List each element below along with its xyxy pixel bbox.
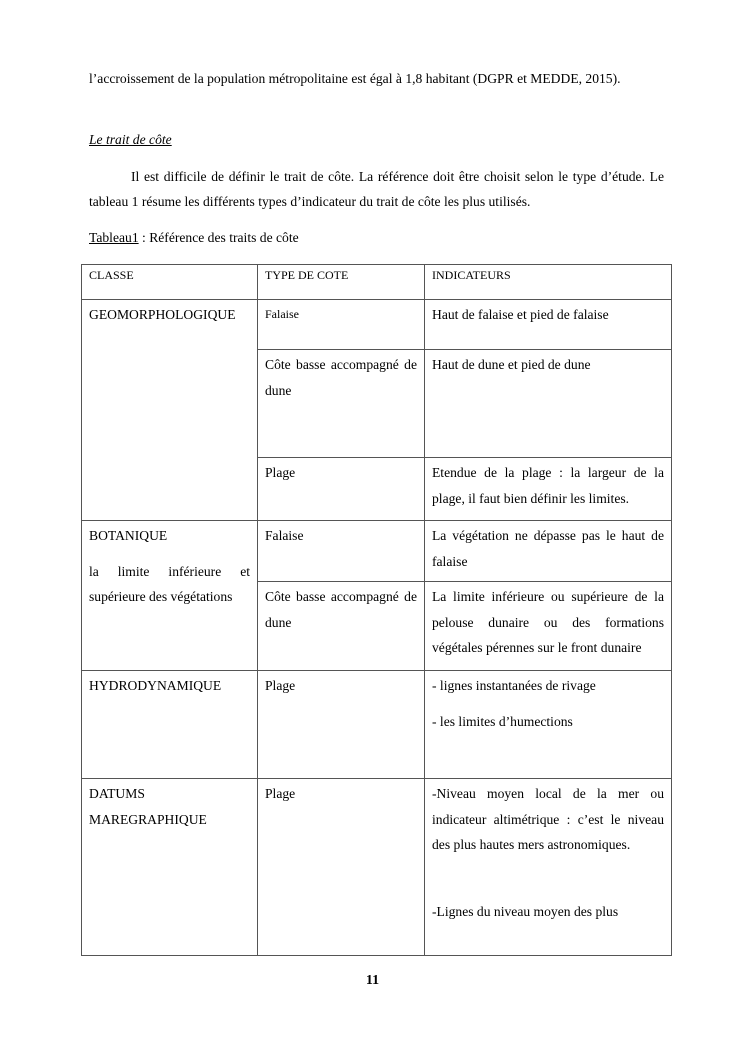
- table-row: [82, 300, 672, 350]
- table-row: [82, 521, 672, 582]
- classe-hydrodynamique: HYDRODYNAMIQUE: [82, 671, 258, 779]
- classe-datums-line2: MAREGRAPHIQUE: [89, 811, 207, 827]
- reference-table: [81, 264, 672, 956]
- table-caption-text: : Référence des traits de côte: [138, 230, 299, 245]
- table-row: [82, 671, 672, 779]
- indicateur-cell: La limite inférieure ou supérieure de la pelouse dunaire ou des formations végétales pérennes sur le front dunaire: [425, 582, 672, 671]
- indicateur-cell: La végétation ne dépasse pas le haut de falaise: [425, 521, 672, 582]
- section-paragraph: Il est difficile de définir le trait de côte. La référence doit être choisit selon le type d’étude. Le tableau 1 résume les différents types d’indicateur du trait de côte les plus utilisés.: [89, 169, 664, 209]
- classe-datums-line1: DATUMS: [89, 786, 145, 801]
- header-indicateurs: INDICATEURS: [425, 265, 672, 300]
- intro-paragraph: l’accroissement de la population métropolitaine est égal à 1,8 habitant (DGPR et MEDDE, 2015).: [89, 71, 621, 86]
- type-cell: Plage: [258, 671, 425, 779]
- table-row: [82, 779, 672, 956]
- type-cell: Falaise: [258, 521, 425, 582]
- classe-botanique-title: BOTANIQUE: [89, 528, 168, 543]
- section-heading: Le trait de côte: [89, 132, 172, 147]
- classe-datums: [82, 779, 258, 956]
- type-cell: Côte basse accompagné de dune: [258, 582, 425, 671]
- indicateur-cell: Etendue de la plage : la largeur de la plage, il faut bien définir les limites.: [425, 458, 672, 521]
- indicateur-cell: [425, 779, 672, 956]
- table-caption: [89, 227, 299, 249]
- type-cell: Plage: [258, 779, 425, 956]
- type-cell: Falaise: [258, 300, 425, 350]
- indicateur-line: -Lignes du niveau moyen des plus: [432, 903, 619, 919]
- page-number: 11: [365, 973, 380, 988]
- table-header-row: [82, 265, 672, 300]
- indicateur-cell: [425, 671, 672, 779]
- indicateur-line: - les limites d’humections: [432, 713, 573, 729]
- type-cell: Côte basse accompagné de dune: [258, 350, 425, 458]
- classe-botanique: [82, 521, 258, 671]
- indicateur-cell: Haut de falaise et pied de falaise: [425, 300, 672, 350]
- table-caption-label: Tableau1: [89, 230, 139, 245]
- indicateur-cell: Haut de dune et pied de dune: [425, 350, 672, 458]
- type-cell: Plage: [258, 458, 425, 521]
- header-type: TYPE DE COTE: [258, 265, 425, 300]
- header-classe: CLASSE: [82, 265, 258, 300]
- indicateur-line: - lignes instantanées de rivage: [432, 678, 596, 693]
- classe-botanique-subtitle: la limite inférieure et supérieure des végétations: [89, 563, 250, 604]
- indicateur-line: -Niveau moyen local de la mer ou indicateur altimétrique : c’est le niveau des plus hautes mers astronomiques.: [432, 786, 664, 852]
- classe-geomorphologique: GEOMORPHOLOGIQUE: [82, 300, 258, 521]
